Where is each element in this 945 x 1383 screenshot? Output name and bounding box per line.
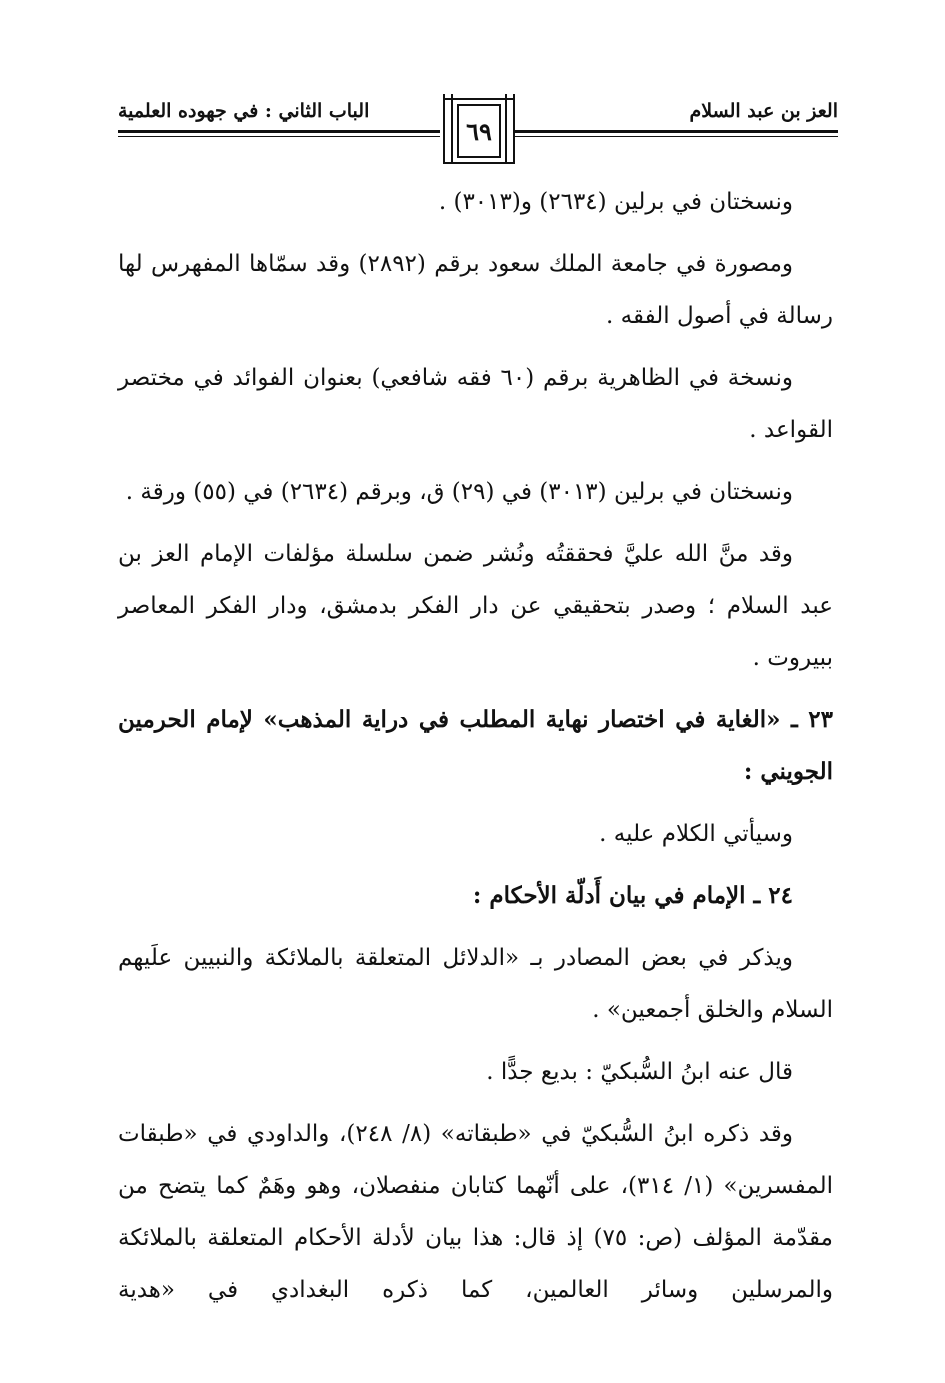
paragraph: قال عنه ابنُ السُّبكيّ : بديع جدًّا . [486,1059,793,1085]
frame-cap-bottom [443,162,515,164]
chapter-title: الباب الثاني : في جهوده العلمية [118,100,370,122]
page-number: ٦٩ [466,116,492,146]
frame-cap-top [443,98,515,100]
paragraph: ونسخة في الظاهرية برقم (٦٠ فقه شافعي) بعنوان الفوائد في مختصر القواعد . [118,365,833,443]
paragraph: ومصورة في جامعة الملك سعود برقم (٢٨٩٢) وقد سمّاها المفهرس لها رسالة في أصول الفقه . [118,251,833,329]
paragraph: ويذكر في بعض المصادر بـ «الدلائل المتعلقة بالملائكة والنبيين علَيهم السلام والخلق أجمعين» . [118,945,833,1023]
paragraph: وقد ذكره ابنُ السُّبكيّ في «طبقاته» (٨/ ٢٤٨)، والداودي في «طبقات المفسرين» (١/ ٣١٤)، على أنّهما كتابان منفصلان، وهو وهَمٌ كما يتضح من مقدّمة المؤلف (ص: ٧٥) إذ قال: هذا بيان لأدلة الأحكام المتعلقة بالملائكة والمرسلين وسائر العالمين، كما ذكره البغدادي في «هدية [118,1121,833,1303]
paragraph: وسيأتي الكلام عليه . [599,821,793,847]
paragraph: ونسختان في برلين (٣٠١٣) في (٢٩) ق، وبرقم (٢٦٣٤) في (٥٥) ورقة . [125,479,793,505]
paragraph: ونسختان في برلين (٢٦٣٤) و(٣٠١٣) . [438,189,793,215]
page-number-frame [443,92,515,168]
running-header [118,92,838,172]
header-rule-right [513,130,838,133]
header-rule-left [118,130,440,133]
section-heading: ٢٤ ـ الإمام في بيان أَدلّة الأحكام : [472,882,793,909]
paragraph: وقد منَّ الله عليَّ فحققتُه ونُشر ضمن سلسلة مؤلفات الإمام العز بن عبد السلام ؛ وصدر بتحقيقي عن دار الفكر بدمشق، ودار الفكر المعاصر ببيروت . [118,541,833,671]
section-heading: ٢٣ ـ «الغاية في اختصار نهاية المطلب في دراية المذهب» لإمام الحرمين الجويني : [118,706,833,785]
frame-pillar-right [505,94,515,164]
book-author: العز بن عبد السلام [689,100,838,122]
page-number-box [457,104,501,158]
frame-pillar-left [443,94,453,164]
body-text [118,176,833,1316]
